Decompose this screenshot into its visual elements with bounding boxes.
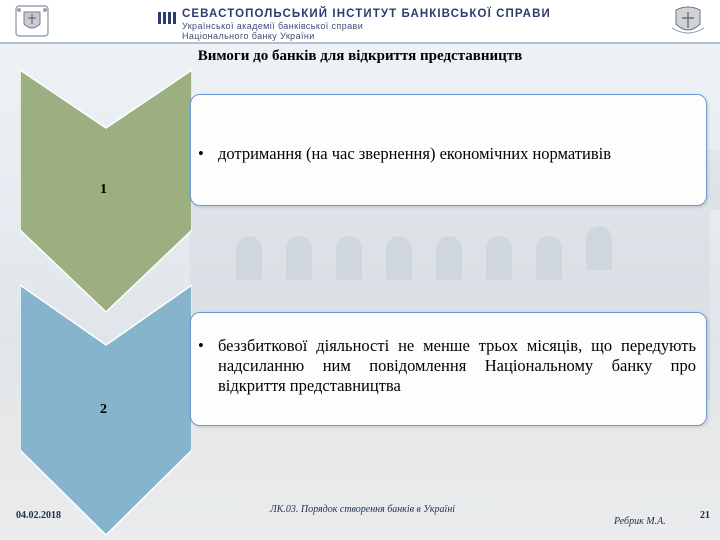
slide-header (0, 0, 720, 42)
footer-author: Ребрик М.А. (614, 516, 666, 527)
coat-of-arms-icon (666, 4, 710, 38)
right-emblem (664, 4, 712, 38)
requirement-1 (198, 144, 698, 164)
slide-title: Вимоги до банків для відкриття представництв (197, 48, 523, 64)
institute-subtitle-2: Національного банку України (182, 31, 315, 41)
institute-logo-icon (158, 10, 178, 26)
requirement-1-text: дотримання (на час звернення) економічних нормативів (218, 144, 611, 163)
requirement-2 (198, 336, 698, 396)
institute-title: СЕВАСТОПОЛЬСЬКИЙ ІНСТИТУТ БАНКІВСЬКОЇ СПРАВИ (182, 8, 551, 20)
footer-lecture-title: ЛК.03. Порядок створення банків в Україні (270, 504, 456, 515)
left-emblem (8, 4, 56, 38)
institute-subtitle-1: Української академії банківської справи (182, 21, 364, 31)
step-1-number: 1 (100, 182, 107, 197)
step-2-number: 2 (100, 402, 107, 417)
header-divider (0, 42, 720, 44)
bullet-icon: • (198, 336, 204, 355)
page-number: 21 (700, 510, 710, 521)
bullet-icon: • (198, 144, 204, 163)
footer-date: 04.02.2018 (16, 510, 61, 521)
requirement-2-text: беззбиткової діяльності не менше трьох місяців, що передують надсиланню ним повідомлення Національному банку про відкриття представництва (218, 336, 696, 395)
coat-of-arms-icon (10, 4, 54, 38)
